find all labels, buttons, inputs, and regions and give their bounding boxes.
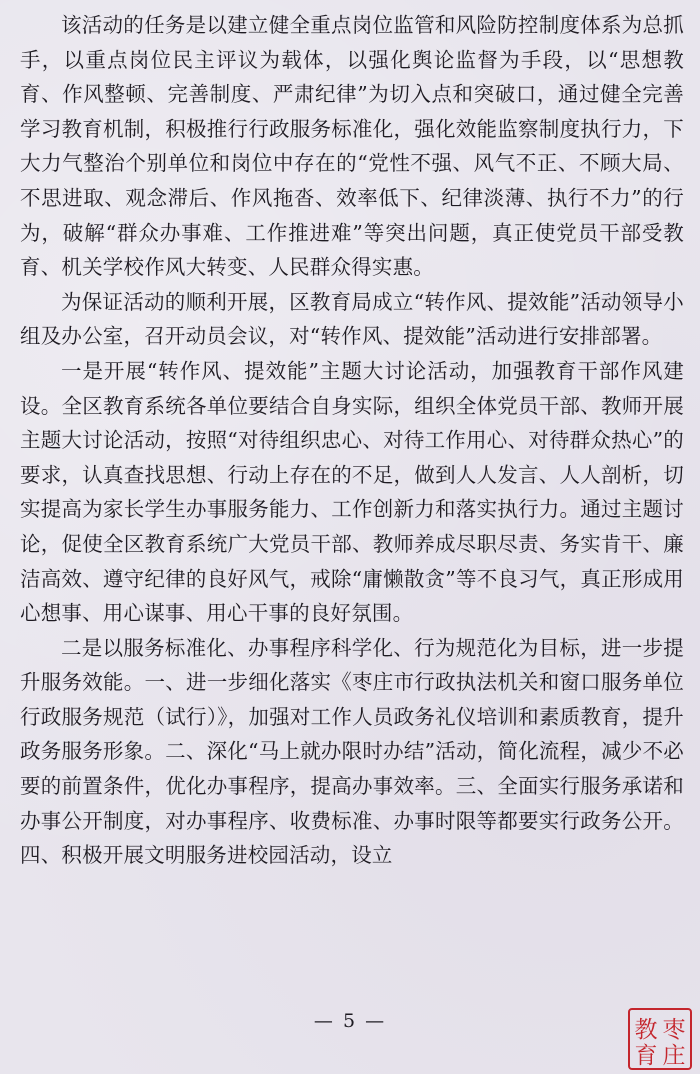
seal-char-1: 枣 [662, 1017, 686, 1043]
page-number: — 5 — [313, 1010, 387, 1032]
body-text [20, 8, 684, 873]
seal-stamp [628, 1008, 692, 1070]
paragraph-4: 二是以服务标准化、办事程序科学化、行为规范化为目标，进一步提升服务效能。一、进一步细化落实《枣庄市行政执法机关和窗口服务单位行政服务规范（试行）》，加强对工作人员政务礼仪培训和素质教育，提升政务服务形象。二、深化“马上就办限时办结”活动，简化流程，减少不必要的前置条件，优化办事程序，提高办事效率。三、全面实行服务承诺和办事公开制度，对办事程序、收费标准、办事时限等都要实行政务公开。四、积极开展文明服务进校园活动，设立 [20, 635, 684, 868]
seal-char-2: 庄 [662, 1043, 686, 1068]
paragraph-2: 为保证活动的顺利开展，区教育局成立“转作风、提效能”活动领导小组及办公室，召开动员会议，对“转作风、提效能”活动进行安排部署。 [20, 289, 684, 349]
paragraph-3: 一是开展“转作风、提效能”主题大讨论活动，加强教育干部作风建设。全区教育系统各单位要结合自身实际，组织全体党员干部、教师开展主题大讨论活动，按照“对待组织忠心、对待工作用心、对待群众热心”的要求，认真查找思想、行动上存在的不足，做到人人发言、人人剖析，切实提高为家长学生办事服务能力、工作创新力和落实执行力。通过主题讨论，促使全区教育系统广大党员干部、教师养成尽职尽责、务实肯干、廉洁高效、遵守纪律的良好风气，戒除“庸懒散贪”等不良习气，真正形成用心想事、用心谋事、用心干事的良好氛围。 [20, 358, 684, 626]
seal-char-4: 育 [634, 1043, 658, 1068]
seal-char-3: 教 [634, 1017, 658, 1043]
seal-stamp-graphic [630, 1010, 690, 1068]
paragraph-1: 该活动的任务是以建立健全重点岗位监管和风险防控制度体系为总抓手，以重点岗位民主评议为载体，以强化舆论监督为手段，以“思想教育、作风整顿、完善制度、严肃纪律”为切入点和突破口，通过健全完善学习教育机制，积极推行行政服务标准化，强化效能监察制度执行力，下大力气整治个别单位和岗位中存在的“党性不强、风气不正、不顾大局、不思进取、观念滞后、作风拖沓、效率低下、纪律淡薄、执行不力”的行为，破解“群众办事难、工作推进难”等突出问题，真正使党员干部受教育、机关学校作风大转变、人民群众得实惠。 [20, 13, 684, 280]
